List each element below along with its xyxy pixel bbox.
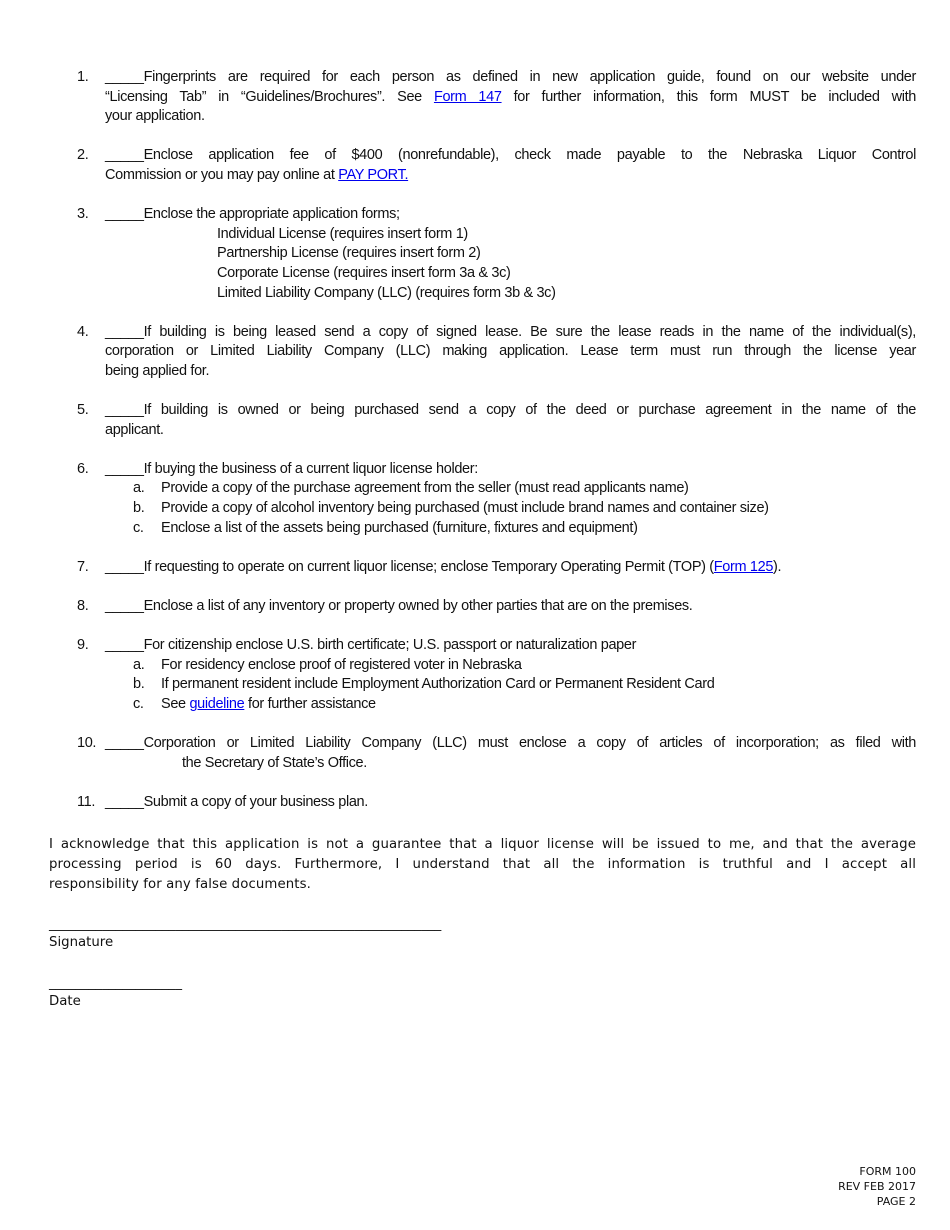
signature-label: Signature (49, 935, 114, 950)
list-item-9 (77, 636, 916, 714)
item-text: _____Submit a copy of your business plan. (105, 793, 368, 810)
revision-date: REV FEB 2017 (838, 1180, 916, 1193)
sub-letter: a. (133, 656, 145, 673)
list-item-10 (77, 734, 916, 773)
item-text: _____If building is owned or being purchased send a copy of the deed or purchase agreement in the name of the (105, 402, 916, 419)
item-number: 3. (77, 206, 89, 223)
item-text: _____If building is being leased send a copy of signed lease. Be sure the lease reads in the name of the individual(s), (105, 323, 916, 340)
sub-item (105, 695, 916, 715)
text: “Licensing Tab” in “Guidelines/Brochures”. See (105, 88, 434, 105)
sub-item (105, 656, 916, 676)
item-text: the Secretary of State’s Office. (182, 754, 367, 771)
text: for further assistance (244, 696, 376, 712)
text: For residency enclose proof of registered voter in Nebraska (161, 656, 522, 673)
list-item-5 (77, 401, 916, 440)
page-number: PAGE 2 (876, 1195, 916, 1208)
item-text: being applied for. (105, 362, 210, 379)
date-block (49, 975, 182, 1011)
text: responsibility for any false documents. (49, 876, 311, 892)
sub-letter: c. (133, 519, 144, 536)
sub-item: Limited Liability Company (LLC) (requires form 3b & 3c) (217, 284, 556, 301)
payport-link[interactable]: PAY PORT. (338, 166, 409, 183)
text: for further information, this form MUST be included with (501, 88, 917, 105)
item-text: your application. (105, 108, 205, 125)
sub-item: Corporate License (requires insert form 3a & 3c) (217, 264, 511, 281)
sub-letter: b. (133, 676, 145, 693)
list-item-3 (77, 205, 916, 303)
item-number: 7. (77, 558, 89, 575)
list-item-7 (77, 558, 916, 578)
text: Enclose a list of the assets being purchased (furniture, fixtures and equipment) (161, 519, 638, 536)
signature-line[interactable]: ___________________________________________________________ (49, 917, 442, 932)
list-item-4 (77, 323, 916, 382)
page-footer (838, 1164, 916, 1209)
item-text: _____Enclose a list of any inventory or property owned by other parties that are on the premises. (105, 598, 693, 615)
list-item-2 (77, 146, 916, 185)
list-item-11 (77, 793, 916, 813)
date-label: Date (49, 994, 81, 1009)
checklist (77, 68, 916, 832)
guideline-link[interactable]: guideline (189, 696, 245, 712)
item-text: _____Corporation or Limited Liability Company (LLC) must enclose a copy of articles of incorporation; as filed with (105, 735, 916, 752)
item-text: _____Fingerprints are required for each person as defined in new application guide, found on our website under (105, 69, 916, 85)
text: If permanent resident include Employment Authorization Card or Permanent Resident Card (161, 676, 715, 693)
item-text: corporation or Limited Liability Company (LLC) making application. Lease term must run through the license year (105, 343, 916, 360)
item-text: _____Enclose application fee of $400 (nonrefundable), check made payable to the Nebraska Liquor Control (105, 147, 916, 164)
text: I acknowledge that this application is not a guarantee that a liquor license will be issued to me, and that the average (49, 837, 916, 852)
item-number: 9. (77, 637, 89, 654)
item-text (105, 88, 916, 108)
item-text: _____If buying the business of a current liquor license holder: (105, 460, 478, 477)
text: Commission or you may pay online at (105, 166, 339, 183)
item-text: _____Enclose the appropriate application forms; (105, 206, 400, 223)
list-item-1 (77, 68, 916, 127)
sub-item: Individual License (requires insert form 1) (217, 225, 468, 242)
item-number: 2. (77, 147, 89, 164)
item-number: 8. (77, 598, 89, 615)
sub-letter: a. (133, 480, 145, 497)
form-125-link[interactable]: Form 125 (713, 558, 774, 575)
text: See (161, 696, 190, 712)
acknowledgement-paragraph (49, 835, 916, 894)
sub-letter: c. (133, 696, 144, 712)
text: _____If requesting to operate on current liquor license; enclose Temporary Operating Permit (TOP) ( (105, 558, 714, 575)
signature-block (49, 916, 441, 952)
sub-item (105, 519, 916, 539)
item-number: 1. (77, 69, 89, 85)
list-item-8 (77, 597, 916, 617)
form-number: FORM 100 (859, 1165, 916, 1178)
item-number: 11. (77, 793, 96, 810)
date-line[interactable]: ____________________ (49, 976, 182, 991)
item-number: 5. (77, 402, 89, 419)
item-number: 4. (77, 323, 89, 340)
sub-letter: b. (133, 500, 145, 517)
sub-item (105, 499, 916, 519)
item-number: 10. (77, 735, 97, 752)
sub-item (105, 479, 916, 499)
item-text: applicant. (105, 421, 164, 438)
form-147-link[interactable]: Form 147 (433, 88, 502, 105)
item-number: 6. (77, 460, 89, 477)
list-item-6 (77, 460, 916, 538)
text: Provide a copy of the purchase agreement from the seller (must read applicants name) (161, 480, 689, 497)
text: processing period is 60 days. Furthermore, I understand that all the information is truthful and I accept all (49, 856, 916, 872)
sub-item (105, 675, 916, 695)
sub-item: Partnership License (requires insert form 2) (217, 245, 481, 262)
text: ). (773, 558, 782, 575)
text: Provide a copy of alcohol inventory being purchased (must include brand names and container size) (161, 500, 769, 517)
item-text: _____For citizenship enclose U.S. birth certificate; U.S. passport or naturalization paper (105, 637, 637, 654)
